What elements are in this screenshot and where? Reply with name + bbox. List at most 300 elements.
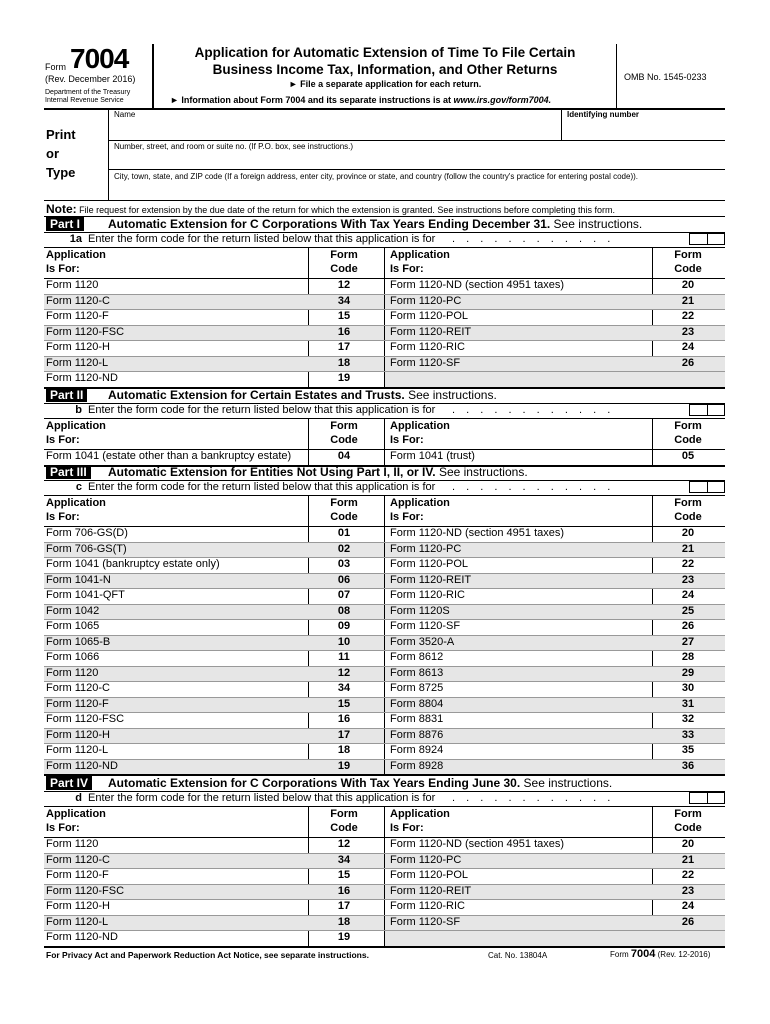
col-header-line2: Code — [674, 822, 702, 834]
col-header-line2: Is For: — [390, 511, 424, 523]
footer-revision: (Rev. 12-2016) — [657, 950, 711, 959]
table-row — [385, 743, 725, 759]
col-header-code — [668, 248, 708, 276]
table-row — [44, 449, 384, 465]
form-code: 04 — [337, 450, 351, 462]
part-title-suffix: See instructions. — [404, 388, 497, 402]
form-name: Form 1041 (bankruptcy estate only) — [46, 558, 220, 570]
form-name: Form 1041-N — [46, 573, 111, 586]
form-code: 27 — [681, 635, 695, 648]
note-label: Note: — [46, 202, 77, 216]
table-row — [44, 915, 384, 931]
form-code: 12 — [337, 838, 351, 850]
note-text: File request for extension by the due date of the return for which the extension is granted. See instructions before completing this form. — [76, 205, 615, 215]
form-code: 20 — [681, 527, 695, 539]
form-code: 24 — [681, 589, 695, 601]
col-header-code — [668, 807, 708, 835]
col-header-code — [324, 248, 364, 276]
form-code: 21 — [681, 294, 695, 307]
form-name: Form 8928 — [390, 759, 444, 772]
form-name: Form 1066 — [46, 651, 100, 663]
footer-form-id — [610, 948, 710, 960]
form-code: 15 — [337, 869, 351, 881]
form-name: Form 1120-SF — [390, 356, 461, 369]
form-name: Form 1041-QFT — [46, 589, 125, 601]
dot-leader: . . . . . . . . . . . . — [452, 481, 615, 493]
part-label: Part II — [46, 388, 87, 402]
form-code: 26 — [681, 620, 695, 632]
form-name: Form 1120-POL — [390, 310, 469, 322]
form-code: 18 — [337, 915, 351, 928]
form-code: 20 — [681, 838, 695, 850]
form-code: 12 — [337, 279, 351, 291]
table-row — [385, 604, 725, 620]
dot-leader: . . . . . . . . . . . . — [452, 233, 615, 245]
table-row — [385, 356, 725, 372]
line-text: Enter the form code for the return listed below that this application is for — [88, 481, 436, 493]
id-label: Identifying number — [567, 110, 639, 119]
table-row — [44, 743, 384, 759]
row-rule — [44, 588, 725, 589]
table-row — [44, 728, 384, 744]
table-row — [44, 356, 384, 372]
part-title-bold: Automatic Extension for Entities Not Using Part I, II, or IV. — [108, 465, 436, 479]
omb-number: OMB No. 1545-0233 — [624, 72, 707, 82]
table-row — [385, 294, 725, 310]
form-name: Form 1120-RIC — [390, 341, 465, 353]
col-header-line1: Application — [390, 497, 450, 509]
col-header-line1: Application — [390, 249, 450, 261]
form-name: Form 1120-SF — [390, 620, 461, 632]
form-name: Form 1120-H — [46, 900, 110, 912]
form-code: 19 — [337, 931, 351, 943]
name-label: Name — [114, 110, 136, 119]
header-divider-left — [152, 44, 154, 108]
form-name: Form 1120-FSC — [46, 884, 125, 897]
part-title — [108, 465, 528, 479]
form-name: Form 1120-L — [46, 915, 109, 928]
table-row — [385, 325, 725, 341]
form-code: 25 — [681, 604, 695, 617]
col-header-code — [668, 419, 708, 447]
form-name: Form 1120-FSC — [46, 713, 125, 725]
form-code: 18 — [337, 744, 351, 756]
form-name: Form 1120-C — [46, 682, 110, 694]
form-code: 28 — [681, 651, 695, 663]
identifying-number-field[interactable] — [562, 110, 725, 140]
line-instruction — [52, 404, 435, 417]
form-name: Form 1120-ND — [46, 931, 118, 943]
col-header-application — [46, 248, 106, 276]
filing-note — [46, 202, 615, 217]
form-name: Form 706-GS(D) — [46, 527, 128, 539]
form-name: Form 1120-REIT — [390, 573, 472, 586]
col-header-line1: Application — [390, 808, 450, 820]
part-title — [108, 388, 497, 402]
table-row — [44, 340, 384, 356]
dot-leader: . . . . . . . . . . . . — [452, 792, 615, 804]
row-rule — [44, 884, 725, 885]
or-word: or — [46, 146, 59, 161]
form-code: 22 — [681, 558, 695, 570]
form-code: 34 — [337, 294, 351, 307]
table-row — [385, 588, 725, 604]
table-row — [44, 681, 384, 697]
table-row — [44, 604, 384, 620]
line-number: c — [75, 481, 82, 493]
street-address-field[interactable] — [109, 141, 725, 169]
form-name: Form 1120-REIT — [390, 325, 472, 338]
row-rule — [44, 712, 725, 713]
line-text: Enter the form code for the return listed below that this application is for — [88, 233, 436, 245]
table-row — [44, 371, 384, 387]
form-code: 24 — [681, 341, 695, 353]
row-rule — [44, 743, 725, 744]
row-rule — [44, 371, 725, 372]
form-code: 22 — [681, 869, 695, 881]
form-name: Form 3520-A — [390, 635, 455, 648]
form-name: Form 1120-RIC — [390, 900, 465, 912]
form-code: 12 — [337, 666, 351, 679]
table-row — [44, 899, 384, 915]
col-header-line2: Is For: — [46, 434, 80, 446]
row-rule — [44, 650, 725, 651]
empty-cell — [385, 930, 725, 946]
table-row — [385, 309, 725, 325]
col-header-code — [324, 807, 364, 835]
form-code: 34 — [337, 853, 351, 866]
form-title-line2: Business Income Tax, Information, and Other Returns — [212, 62, 558, 77]
row-rule — [44, 294, 725, 295]
form-code: 15 — [337, 697, 351, 710]
table-row — [385, 853, 725, 869]
table-row — [44, 759, 384, 775]
table-row — [44, 712, 384, 728]
form-code: 21 — [681, 853, 695, 866]
form-name: Form 1065-B — [46, 635, 111, 648]
form-code: 08 — [337, 604, 351, 617]
form-code: 19 — [337, 759, 351, 772]
row-rule — [44, 619, 725, 620]
form-name: Form 1120-ND (section 4951 taxes) — [390, 527, 565, 539]
street-label: Number, street, and room or suite no. (If P.O. box, see instructions.) — [114, 142, 354, 151]
form-name: Form 1120-H — [46, 341, 110, 353]
col-header-line2: Code — [330, 822, 358, 834]
table-row — [44, 837, 384, 853]
table-row — [385, 899, 725, 915]
line-text: Enter the form code for the return listed below that this application is for — [88, 404, 436, 416]
table-row — [44, 884, 384, 900]
line-instruction — [52, 792, 435, 805]
part-title-suffix: See instructions. — [550, 217, 643, 231]
form-name: Form 1120 — [46, 838, 99, 850]
table-row — [44, 526, 384, 542]
table-row — [44, 294, 384, 310]
row-rule — [44, 681, 725, 682]
rule-address-bottom — [44, 200, 725, 201]
table-row — [44, 650, 384, 666]
print-or-type — [46, 125, 76, 182]
part-label: Part III — [46, 465, 91, 479]
table-row — [385, 635, 725, 651]
form-code: 29 — [681, 666, 695, 679]
row-rule — [44, 666, 725, 667]
line-number: b — [75, 404, 82, 416]
irs-link[interactable]: www.irs.gov/form7004. — [453, 95, 552, 105]
form-name: Form 1120-C — [46, 853, 110, 866]
form-name: Form 706-GS(T) — [46, 542, 127, 555]
form-code: 33 — [681, 728, 695, 741]
agency: Internal Revenue Service — [45, 97, 124, 104]
form-code: 31 — [681, 697, 695, 710]
part-label: Part IV — [46, 776, 92, 790]
part-title — [108, 217, 642, 231]
form-number: 7004 — [70, 43, 129, 74]
line-instruction — [52, 481, 435, 494]
revision-date: (Rev. December 2016) — [45, 74, 136, 84]
col-header-application — [46, 419, 106, 447]
form-word: Form — [45, 62, 66, 72]
col-header-line1: Form — [674, 808, 702, 820]
form-name: Form 1120-ND — [46, 372, 118, 384]
table-row — [44, 309, 384, 325]
table-row — [385, 619, 725, 635]
form-code: 30 — [681, 682, 695, 694]
form-name: Form 1120-ND — [46, 759, 118, 772]
form-title — [158, 44, 612, 78]
table-row — [44, 573, 384, 589]
col-header-line2: Code — [330, 434, 358, 446]
table-row — [385, 573, 725, 589]
line-text: Enter the form code for the return listed below that this application is for — [88, 792, 436, 804]
form-code: 32 — [681, 713, 695, 725]
form-name: Form 1120-F — [46, 869, 109, 881]
form-code-input[interactable] — [689, 792, 725, 804]
col-header-code — [324, 496, 364, 524]
footer-form-number: 7004 — [630, 948, 656, 960]
row-rule — [44, 853, 725, 854]
form-code: 21 — [681, 542, 695, 555]
row-rule — [44, 557, 725, 558]
row-rule — [44, 356, 725, 357]
form-name: Form 8804 — [390, 697, 444, 710]
col-header-line2: Is For: — [390, 434, 424, 446]
row-rule — [44, 325, 725, 326]
form-name: Form 1120-ND (section 4951 taxes) — [390, 279, 565, 291]
col-header-line1: Application — [46, 420, 106, 432]
table-row — [44, 588, 384, 604]
col-header-code — [324, 419, 364, 447]
table-row — [44, 278, 384, 294]
col-header-line1: Application — [46, 249, 106, 261]
form-code: 17 — [337, 728, 351, 741]
table-row — [44, 853, 384, 869]
form-code: 16 — [337, 325, 351, 338]
part-title-bold: Automatic Extension for C Corporations With Tax Years Ending June 30. — [108, 776, 521, 790]
form-code: 24 — [681, 900, 695, 912]
col-header-line2: Code — [674, 511, 702, 523]
col-header-application — [390, 807, 450, 835]
col-header-line2: Code — [674, 263, 702, 275]
table-row — [385, 884, 725, 900]
form-code: 15 — [337, 310, 351, 322]
catalog-number: Cat. No. 13804A — [488, 951, 548, 960]
col-header-line1: Form — [330, 420, 358, 432]
form-code: 10 — [337, 635, 351, 648]
line-instruction — [52, 233, 435, 246]
table-row — [44, 557, 384, 573]
separate-application-note: ► File a separate application for each return. — [288, 79, 482, 89]
form-name: Form 1120-H — [46, 728, 110, 741]
form-name: Form 1120 — [46, 279, 99, 291]
form-code: 35 — [681, 744, 695, 756]
table-row — [385, 712, 725, 728]
part-title-bold: Automatic Extension for C Corporations With Tax Years Ending December 31. — [108, 217, 551, 231]
row-rule — [44, 915, 725, 916]
form-title-line1: Application for Automatic Extension of Time To File Certain — [194, 45, 576, 60]
table-row — [385, 915, 725, 931]
form-code: 16 — [337, 884, 351, 897]
row-rule — [44, 542, 725, 543]
row-rule — [44, 930, 725, 931]
col-header-application — [390, 419, 450, 447]
form-code: 22 — [681, 310, 695, 322]
col-header-application — [46, 496, 106, 524]
line-number: d — [75, 792, 82, 804]
table-row — [385, 759, 725, 775]
col-header-line2: Is For: — [46, 263, 80, 275]
table-row — [385, 526, 725, 542]
form-code: 36 — [681, 759, 695, 772]
part-label: Part I — [46, 217, 84, 231]
col-header-line2: Code — [674, 434, 702, 446]
part-title — [108, 776, 612, 790]
form-code: 03 — [337, 558, 351, 570]
type-word: Type — [46, 165, 76, 180]
table-row — [44, 666, 384, 682]
col-header-line1: Application — [46, 808, 106, 820]
table-row — [385, 837, 725, 853]
row-rule — [44, 728, 725, 729]
row-rule — [44, 697, 725, 698]
row-rule — [44, 868, 725, 869]
form-name: Form 8613 — [390, 666, 444, 679]
table-row — [44, 697, 384, 713]
form-name: Form 1120-F — [46, 310, 109, 322]
table-row — [44, 542, 384, 558]
table-row — [385, 666, 725, 682]
row-rule — [44, 759, 725, 760]
print-word: Print — [46, 127, 76, 142]
form-name: Form 8831 — [390, 713, 444, 725]
col-header-line2: Is For: — [390, 822, 424, 834]
table-row — [385, 697, 725, 713]
form-code: 19 — [337, 372, 351, 384]
col-header-line1: Application — [390, 420, 450, 432]
city-label: City, town, state, and ZIP code (If a foreign address, enter city, province or state, and country (follow the country's practice for entering postal code)). — [114, 172, 639, 181]
form-code: 06 — [337, 573, 351, 586]
form-code: 20 — [681, 279, 695, 291]
table-row — [385, 681, 725, 697]
form-name: Form 1120-FSC — [46, 325, 125, 338]
table-row — [44, 868, 384, 884]
form-code: 17 — [337, 341, 351, 353]
col-header-line1: Form — [330, 808, 358, 820]
col-header-line1: Form — [674, 249, 702, 261]
form-name: Form 1042 — [46, 604, 100, 617]
line-number: 1a — [69, 233, 82, 245]
col-header-application — [46, 807, 106, 835]
form-name: Form 1041 (trust) — [390, 450, 475, 462]
form-code-input[interactable] — [689, 233, 725, 245]
col-header-line1: Form — [330, 249, 358, 261]
privacy-notice: For Privacy Act and Paperwork Reduction Act Notice, see separate instructions. — [46, 950, 369, 960]
part-title-suffix: See instructions. — [435, 465, 528, 479]
footer-form-word: Form — [610, 950, 629, 959]
form-name: Form 1120S — [390, 604, 450, 617]
form-name: Form 1120-L — [46, 356, 109, 369]
dot-leader: . . . . . . . . . . . . — [452, 404, 615, 416]
form-code: 17 — [337, 900, 351, 912]
table-row — [385, 557, 725, 573]
part-title-suffix: See instructions. — [520, 776, 613, 790]
empty-cell — [385, 371, 725, 387]
form-code: 26 — [681, 356, 695, 369]
form-code: 11 — [338, 651, 350, 663]
city-field[interactable] — [109, 170, 725, 200]
table-row — [385, 340, 725, 356]
table-row — [44, 635, 384, 651]
form-name: Form 1120-PC — [390, 294, 462, 307]
form-name: Form 1120-PC — [390, 853, 462, 866]
form-code-input[interactable] — [689, 481, 725, 493]
form-name: Form 1120-C — [46, 294, 110, 307]
row-rule — [44, 573, 725, 574]
col-header-line1: Form — [330, 497, 358, 509]
form-name: Form 1120-REIT — [390, 884, 472, 897]
col-header-line2: Is For: — [46, 822, 80, 834]
col-header-code — [668, 496, 708, 524]
form-name: Form 1120-SF — [390, 915, 461, 928]
table-row — [44, 619, 384, 635]
table-row — [385, 542, 725, 558]
form-name: Form 1120-F — [46, 697, 109, 710]
form-code-input[interactable] — [689, 404, 725, 416]
form-code: 23 — [681, 325, 695, 338]
table-row — [385, 278, 725, 294]
form-code: 02 — [337, 542, 351, 555]
name-field[interactable] — [109, 110, 560, 140]
row-rule — [44, 899, 725, 900]
department: Department of the Treasury — [45, 89, 131, 96]
row-rule — [44, 340, 725, 341]
form-name: Form 1120-RIC — [390, 589, 465, 601]
col-header-line1: Form — [674, 497, 702, 509]
form-code: 18 — [337, 356, 351, 369]
part-title-bold: Automatic Extension for Certain Estates and Trusts. — [108, 388, 405, 402]
table-row — [385, 868, 725, 884]
table-row — [385, 728, 725, 744]
form-code: 07 — [337, 589, 351, 601]
col-header-line1: Application — [46, 497, 106, 509]
table-row — [385, 650, 725, 666]
form-name: Form 8725 — [390, 682, 444, 694]
instructions-text: ► Information about Form 7004 and its separate instructions is at — [170, 95, 454, 105]
row-rule — [44, 635, 725, 636]
row-rule — [44, 604, 725, 605]
form-code: 16 — [337, 713, 351, 725]
form-name: Form 1120-L — [46, 744, 109, 756]
